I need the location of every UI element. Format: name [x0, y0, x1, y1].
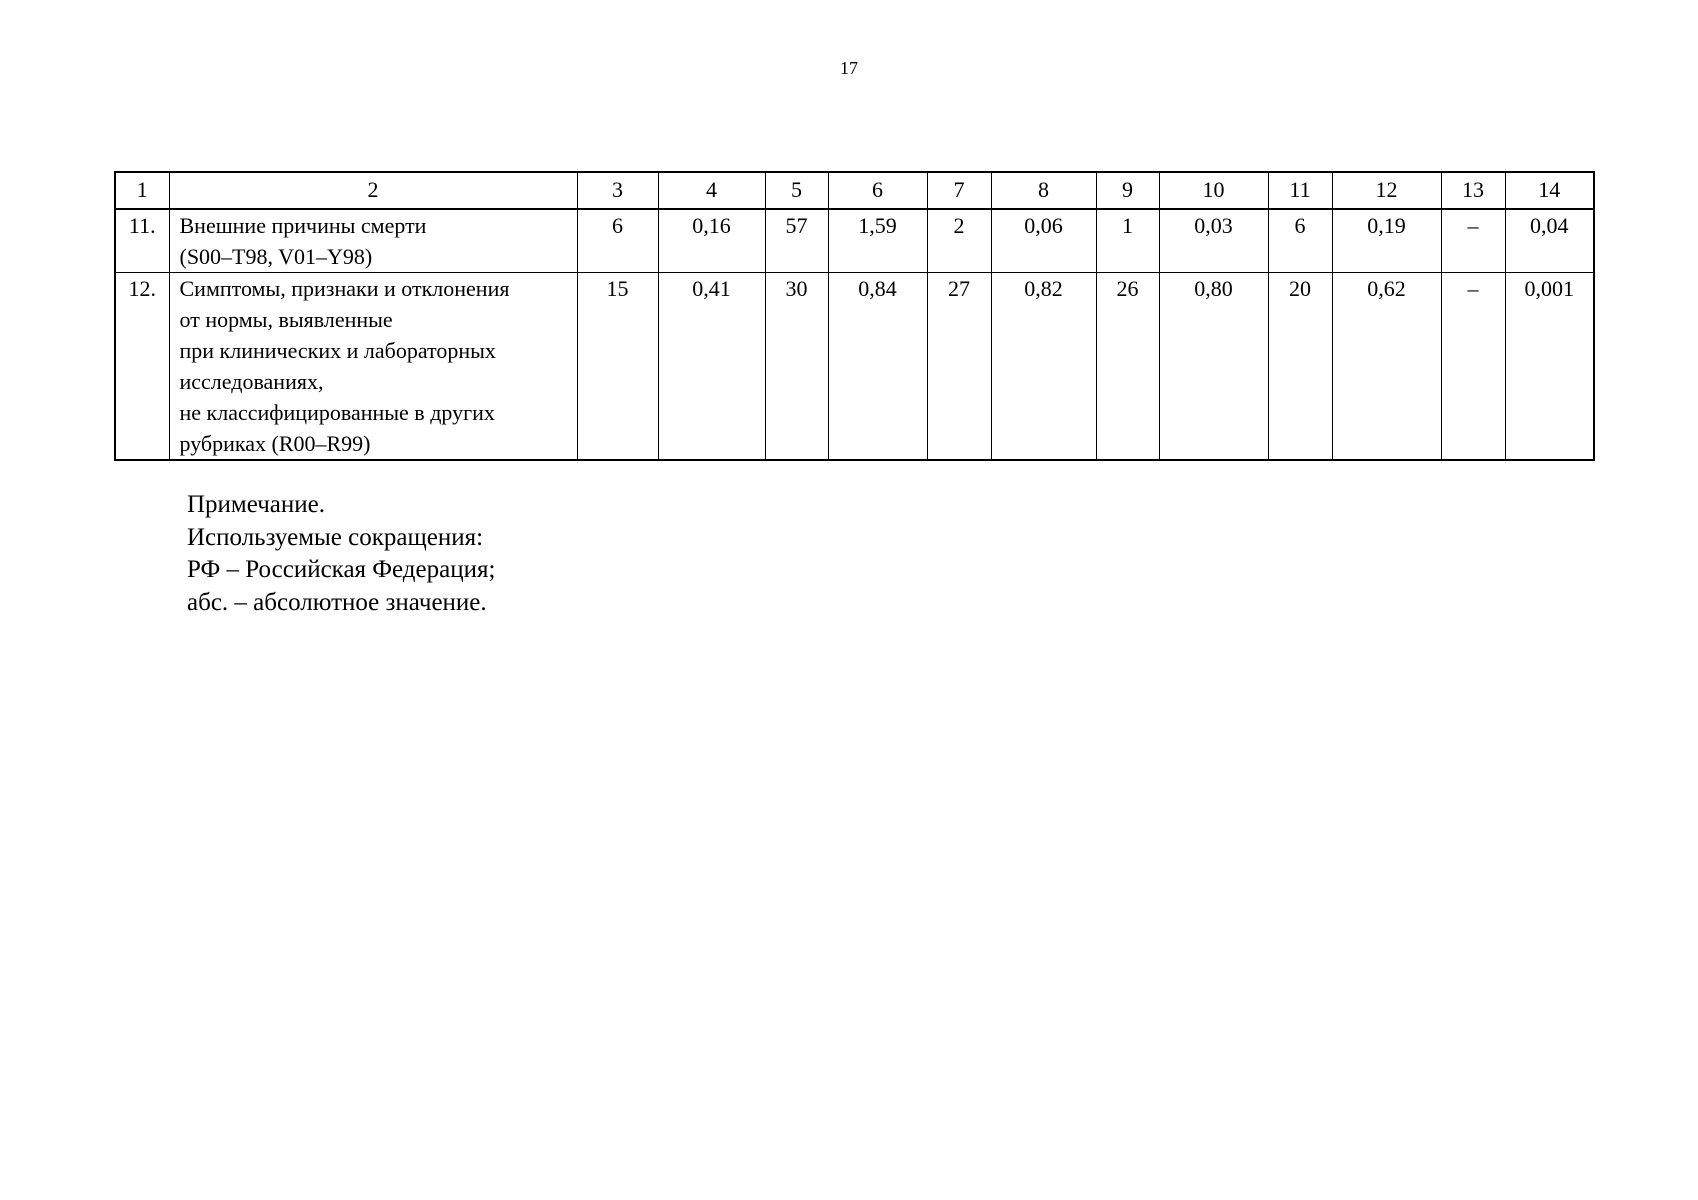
row-number: 12. [115, 273, 169, 461]
column-header: 8 [991, 172, 1096, 209]
table-cell: 1,59 [828, 209, 927, 273]
table-cell: 0,84 [828, 273, 927, 461]
column-header: 13 [1441, 172, 1505, 209]
column-header: 9 [1096, 172, 1159, 209]
table-cell: 2 [927, 209, 991, 273]
table-cell: 0,82 [991, 273, 1096, 461]
column-header: 4 [658, 172, 765, 209]
column-header: 1 [115, 172, 169, 209]
table-cell: – [1441, 273, 1505, 461]
table-row [115, 209, 1594, 273]
table-cell: 0,04 [1505, 209, 1594, 273]
table-cell: 0,19 [1332, 209, 1441, 273]
page-number: 17 [840, 58, 858, 78]
column-header: 14 [1505, 172, 1594, 209]
table-cell: 30 [765, 273, 828, 461]
row-name [169, 273, 577, 461]
row-name [169, 209, 577, 273]
statistics-table [114, 171, 1595, 461]
table-cell: 20 [1268, 273, 1332, 461]
row-name-line: рубриках (R00–R99) [179, 431, 371, 456]
note-line: РФ – Российская Федерация; [187, 556, 496, 583]
row-name-line: не классифицированные в других [179, 400, 495, 425]
note-line: абс. – абсолютное значение. [187, 588, 487, 616]
table-header-row [115, 172, 1594, 209]
table-cell: 6 [1268, 209, 1332, 273]
note-title: Примечание. [187, 491, 326, 518]
table-cell: 15 [577, 273, 658, 461]
note-line: Используемые сокращения: [187, 523, 484, 551]
column-header: 6 [828, 172, 927, 209]
table-cell: – [1441, 209, 1505, 273]
row-number: 11. [115, 209, 169, 273]
table-cell: 0,16 [658, 209, 765, 273]
table-cell: 0,80 [1159, 273, 1268, 461]
note-block [187, 489, 495, 619]
table-cell: 0,06 [991, 209, 1096, 273]
row-name-line: при клинических и лабораторных [179, 338, 496, 363]
column-header: 5 [765, 172, 828, 209]
table-cell: 0,41 [658, 273, 765, 461]
row-name-line: (S00–T98, V01–Y98) [179, 244, 373, 269]
table-cell: 6 [577, 209, 658, 273]
column-header: 10 [1159, 172, 1268, 209]
table-cell: 1 [1096, 209, 1159, 273]
table-row [115, 273, 1594, 461]
row-name-line: Симптомы, признаки и отклонения [179, 276, 510, 301]
table-cell: 27 [927, 273, 991, 461]
row-name-line: Внешние причины смерти [179, 213, 427, 238]
row-name-line: исследованиях, [179, 369, 324, 394]
column-header: 2 [169, 172, 577, 209]
table-cell: 57 [765, 209, 828, 273]
table-cell: 0,03 [1159, 209, 1268, 273]
row-name-line: от нормы, выявленные [179, 307, 393, 332]
column-header: 11 [1268, 172, 1332, 209]
table-cell: 0,62 [1332, 273, 1441, 461]
column-header: 12 [1332, 172, 1441, 209]
table-cell: 26 [1096, 273, 1159, 461]
column-header: 7 [927, 172, 991, 209]
column-header: 3 [577, 172, 658, 209]
table-cell: 0,001 [1505, 273, 1594, 461]
